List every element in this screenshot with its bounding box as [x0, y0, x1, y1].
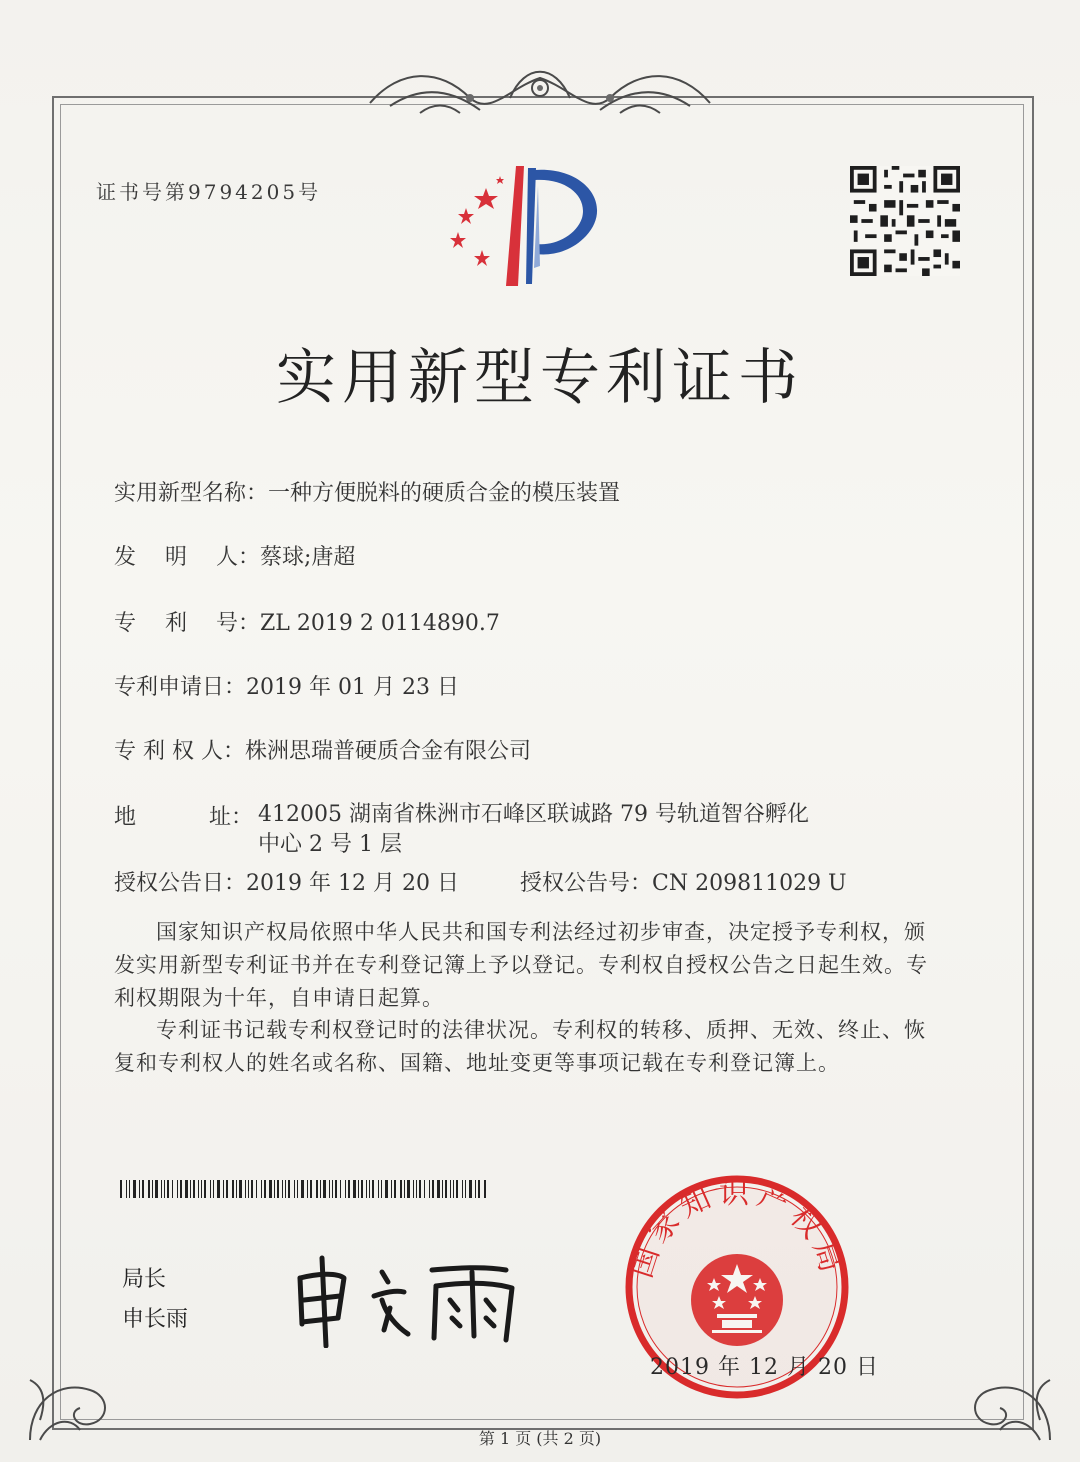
inventor-label: 发 明 人： [114, 545, 260, 570]
patentee-row [114, 734, 531, 765]
handwritten-signature [286, 1248, 526, 1348]
utility-model-name-label: 实用新型名称： [114, 481, 269, 506]
seal-date: 2019 年 12 月 20 日 [650, 1355, 879, 1380]
director-title: 局长 [122, 1267, 167, 1292]
address-value: 412005 湖南省株洲市石峰区联诚路 79 号轨道智谷孵化中心 2 号 1 层 [258, 802, 809, 857]
address-label: 地 址： [114, 805, 253, 830]
grant-number-value: CN 209811029 U [652, 871, 847, 896]
filing-date-row [114, 670, 459, 701]
patent-number-label: 专 利 号： [114, 611, 260, 636]
grant-date-value: 2019 年 12 月 20 日 [246, 871, 459, 896]
barcode-icon [120, 1180, 490, 1198]
page-number: 第 1 页 (共 2 页) [478, 1429, 602, 1448]
svg-text:国家知识产权局: 国家知识产权局 [623, 1175, 851, 1283]
qr-code-icon [850, 166, 960, 276]
patent-office-emblem-icon [436, 156, 616, 292]
inventor-value: 蔡球;唐超 [260, 545, 356, 570]
grant-number-row [520, 866, 847, 897]
top-ornament-icon [360, 58, 720, 128]
patent-number-value: ZL 2019 2 0114890.7 [260, 611, 500, 636]
certificate-number: 证书号第9794205号 [96, 180, 322, 204]
grant-date-label: 授权公告日： [114, 871, 247, 896]
patentee-label: 专 利 权 人： [114, 739, 245, 764]
paragraph-grant-notice: 国家知识产权局依照中华人民共和国专利法经过初步审查，决定授予专利权，颁发实用新型专利证书并在专利登记簿上予以登记。专利权自授权公告之日起生效。专利权期限为十年，自申请日起算。 [114, 920, 928, 1010]
filing-date-label: 专利申请日： [114, 675, 247, 700]
grant-number-label: 授权公告号： [520, 871, 653, 896]
director-name: 申长雨 [122, 1307, 189, 1332]
patent-number-row [114, 606, 500, 637]
inventor-row [114, 540, 355, 571]
paragraph-legal-status: 专利证书记载专利权登记时的法律状况。专利权的转移、质押、无效、终止、恢复和专利权人的姓名或名称、国籍、地址变更等事项记载在专利登记簿上。 [114, 1018, 926, 1075]
filing-date-value: 2019 年 01 月 23 日 [246, 675, 459, 700]
patentee-value: 株洲思瑞普硬质合金有限公司 [244, 739, 531, 764]
utility-model-name-value: 一种方便脱料的硬质合金的模压装置 [268, 481, 621, 506]
utility-model-name-row [114, 476, 620, 507]
certificate-title: 实用新型专利证书 [276, 343, 804, 413]
address-row [114, 800, 253, 831]
grant-date-row [114, 866, 459, 897]
